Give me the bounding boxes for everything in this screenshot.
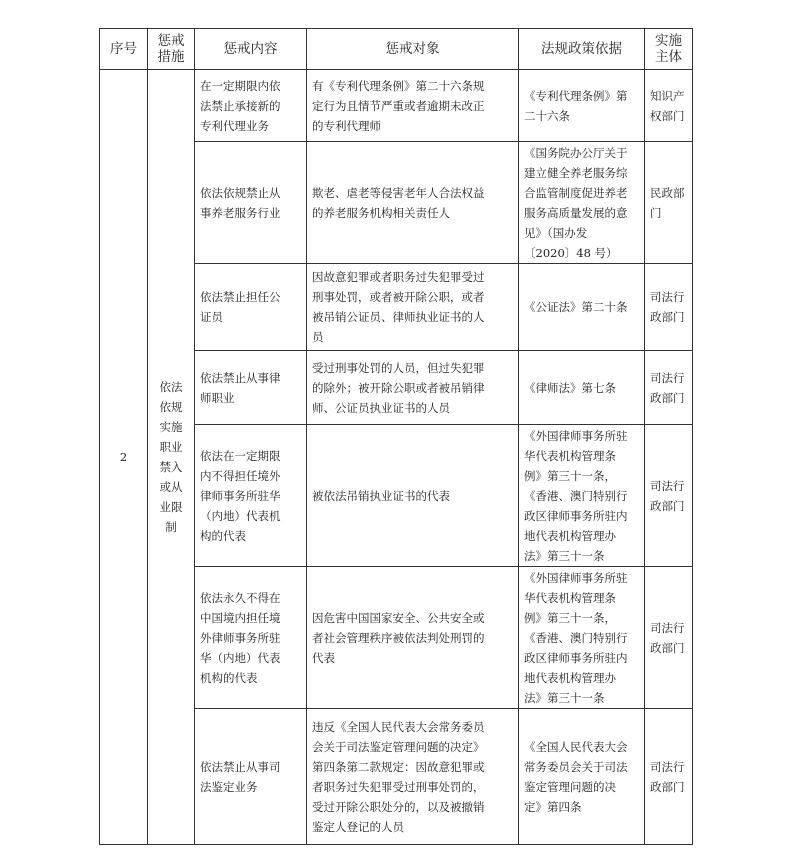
- header-row: [100, 29, 693, 70]
- row-basis: 《公证法》第二十条: [519, 264, 645, 351]
- row-target: 违反《全国人民代表大会常务委员 会关于司法鉴定管理问题的决定》 第四条第二款规定：因故意犯罪或 者职务过失犯罪受过刑事处罚的， 受过开除公职处分的，以及被撤销 鉴定人登记的人员: [307, 709, 519, 845]
- row-content: 依法禁止担任公 证员: [195, 264, 307, 351]
- row-agency: 知识产 权部门: [645, 70, 693, 142]
- row-target: 因故意犯罪或者职务过失犯罪受过 刑事处罚，或者被开除公职，或者 被吊销公证员、律师执业证书的人 员: [307, 264, 519, 351]
- row-agency: 民政部 门: [645, 142, 693, 264]
- row-content: 依法永久不得在 中国境内担任境 外律师事务所驻 华（内地）代表 机构的代表: [195, 567, 307, 709]
- row-basis: 《外国律师事务所驻 华代表机构管理条 例》第三十一条， 《香港、澳门特别行 政区律师事务所驻内 地代表机构管理办 法》第三十一条: [519, 567, 645, 709]
- row-basis: 《国务院办公厅关于 建立健全养老服务综 合监管制度促进养老 服务高质量发展的意 见》（国办发 〔2020〕48 号）: [519, 142, 645, 264]
- group-number: 2: [100, 70, 148, 845]
- header-basis: 法规政策依据: [519, 29, 645, 70]
- row-target: 受过刑事处罚的人员，但过失犯罪 的除外；被开除公职或者被吊销律 师、公证员执业证书的人员: [307, 351, 519, 425]
- row-basis: 《全国人民代表大会 常务委员会关于司法 鉴定管理问题的决 定》第四条: [519, 709, 645, 845]
- row-content: 依法依规禁止从 事养老服务行业: [195, 142, 307, 264]
- row-agency: 司法行 政部门: [645, 351, 693, 425]
- row-target: 有《专利代理条例》第二十六条规 定行为且情节严重或者逾期未改正 的专利代理师: [307, 70, 519, 142]
- row-agency: 司法行 政部门: [645, 425, 693, 567]
- row-agency: 司法行 政部门: [645, 709, 693, 845]
- row-target: 被依法吊销执业证书的代表: [307, 425, 519, 567]
- header-measure: 惩戒 措施: [148, 29, 195, 70]
- row-content: 依法禁止从事司 法鉴定业务: [195, 709, 307, 845]
- row-content: 在一定期限内依 法禁止承接新的 专利代理业务: [195, 70, 307, 142]
- row-basis: 《律师法》第七条: [519, 351, 645, 425]
- row-target: 因危害中国国家安全、公共安全或 者社会管理秩序被依法判处刑罚的 代表: [307, 567, 519, 709]
- penalty-table: [99, 28, 693, 845]
- row-basis: 《外国律师事务所驻 华代表机构管理条 例》第三十一条， 《香港、澳门特别行 政区律师事务所驻内 地代表机构管理办 法》第三十一条: [519, 425, 645, 567]
- row-agency: 司法行 政部门: [645, 567, 693, 709]
- group-measure: 依法 依规 实施 职业 禁入 或从 业限 制: [148, 70, 195, 845]
- header-no: 序号: [100, 29, 148, 70]
- row-target: 欺老、虐老等侵害老年人合法权益 的养老服务机构相关责任人: [307, 142, 519, 264]
- header-target: 惩戒对象: [307, 29, 519, 70]
- row-content: 依法在一定期限 内不得担任境外 律师事务所驻华 （内地）代表机 构的代表: [195, 425, 307, 567]
- header-agency: 实施 主体: [645, 29, 693, 70]
- table-row: [100, 70, 693, 142]
- row-content: 依法禁止从事律 师职业: [195, 351, 307, 425]
- row-basis: 《专利代理条例》第 二十六条: [519, 70, 645, 142]
- row-agency: 司法行 政部门: [645, 264, 693, 351]
- header-content: 惩戒内容: [195, 29, 307, 70]
